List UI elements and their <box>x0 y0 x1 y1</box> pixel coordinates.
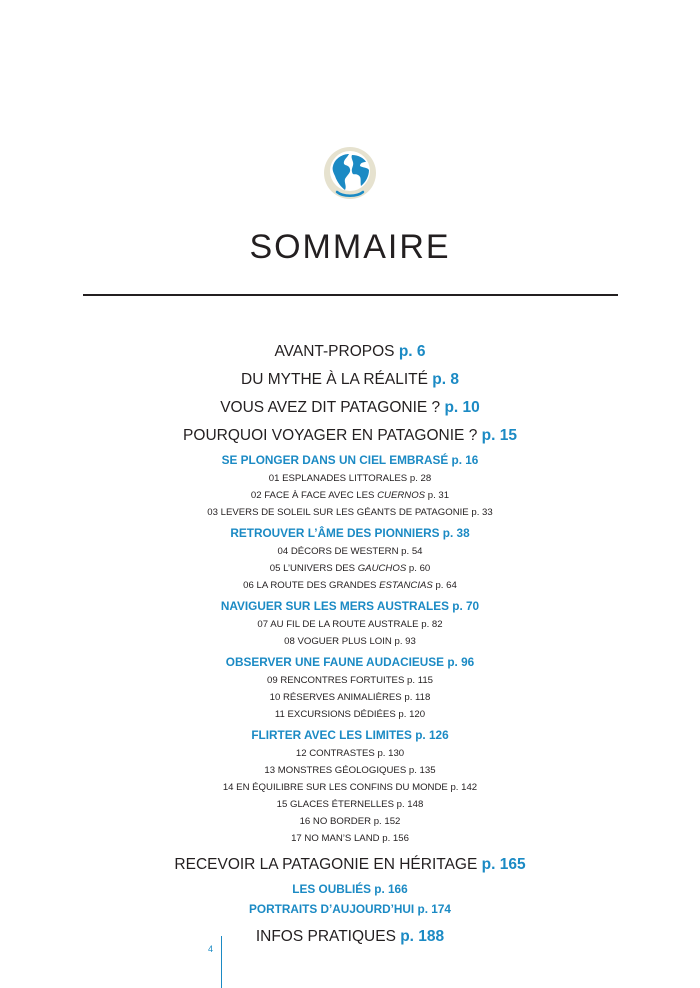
toc-chapter <box>0 879 700 899</box>
toc-entry-label: 11 EXCURSIONS DÉDIÉES <box>274 709 396 720</box>
toc-entry-label: 06 LA ROUTE DES GRANDES <box>243 580 380 591</box>
toc-page-ref: p. 15 <box>481 427 517 444</box>
toc-page-ref: p. 148 <box>396 799 424 810</box>
toc-page-ref: p. 31 <box>427 490 450 501</box>
toc-page-ref: p. 60 <box>408 563 431 574</box>
toc-page-ref: p. 126 <box>415 728 449 742</box>
page-number: 4 <box>208 944 214 954</box>
toc-chapter <box>0 523 700 543</box>
toc-entry-italic: CUERNOS <box>377 490 426 501</box>
toc-entry <box>0 543 700 560</box>
toc-entry-label: 08 VOGUER PLUS LOIN <box>284 636 392 647</box>
toc-page-ref: p. 142 <box>450 782 478 793</box>
toc-page-ref: p. 33 <box>471 507 493 518</box>
toc-chapter <box>0 725 700 745</box>
toc-label: LES OUBLIÉS <box>292 882 371 896</box>
toc-entry-label: 09 RENCONTRES FORTUITES <box>267 675 405 686</box>
toc-page-ref: p. 156 <box>382 833 409 844</box>
toc-page-ref: p. 152 <box>373 816 401 827</box>
toc-entry <box>0 487 700 504</box>
toc-section <box>0 338 700 366</box>
toc-entry-label: 10 RÉSERVES ANIMALIÈRES <box>269 692 402 703</box>
toc-entry-label: 14 EN ÉQUILIBRE SUR LES CONFINS DU MONDE <box>222 782 448 793</box>
toc-section <box>0 422 700 450</box>
toc-page-ref: p. 130 <box>377 748 405 759</box>
toc-entry <box>0 689 700 706</box>
toc-page-ref: p. 93 <box>394 636 416 647</box>
toc-entry-label: 04 DÉCORS DE WESTERN <box>277 546 399 557</box>
toc-entry <box>0 796 700 813</box>
toc-entry <box>0 745 700 762</box>
toc-page-ref: p. 118 <box>404 692 431 703</box>
toc-label: RECEVOIR LA PATAGONIE EN HÉRITAGE <box>174 856 478 873</box>
toc-entry-label: 05 L’UNIVERS DES <box>269 563 358 574</box>
toc-entry <box>0 830 700 847</box>
toc-entry <box>0 813 700 830</box>
toc-entry <box>0 706 700 723</box>
toc-label: OBSERVER UNE FAUNE AUDACIEUSE <box>225 655 445 669</box>
toc-entry-label: 07 AU FIL DE LA ROUTE AUSTRALE <box>257 619 419 630</box>
toc-page-ref: p. 70 <box>452 599 480 613</box>
toc-label: VOUS AVEZ DIT PATAGONIE ? <box>220 399 441 416</box>
table-of-contents <box>0 338 700 951</box>
toc-label: PORTRAITS D’AUJOURD’HUI <box>249 902 415 916</box>
toc-page-ref: p. 96 <box>447 655 475 669</box>
toc-entry-label: 03 LEVERS DE SOLEIL SUR LES GÉANTS DE PATAGONIE <box>207 507 469 518</box>
toc-entry <box>0 616 700 633</box>
toc-page-ref: p. 165 <box>481 856 526 873</box>
toc-label: NAVIGUER SUR LES MERS AUSTRALES <box>220 599 449 613</box>
toc-label: FLIRTER AVEC LES LIMITES <box>251 728 412 742</box>
toc-entry-label: 13 MONSTRES GÉOLOGIQUES <box>264 765 407 776</box>
toc-label: RETROUVER L’ÂME DES PIONNIERS <box>230 526 440 540</box>
toc-section <box>0 923 700 951</box>
title-divider <box>83 294 618 296</box>
toc-entry-label: 01 ESPLANADES LITTORALES <box>268 473 408 484</box>
toc-entry-italic: GAUCHOS <box>357 563 407 574</box>
toc-page-ref: p. 6 <box>398 343 426 360</box>
toc-page-ref: p. 82 <box>421 619 443 630</box>
toc-entry-label: 02 FACE À FACE AVEC LES <box>250 490 378 501</box>
toc-page-ref: p. 38 <box>442 526 470 540</box>
toc-entry <box>0 504 700 521</box>
toc-label: DU MYTHE À LA RÉALITÉ <box>241 371 428 388</box>
globe-icon <box>323 146 377 200</box>
toc-entry <box>0 672 700 689</box>
toc-page-ref: p. 64 <box>435 580 457 591</box>
toc-chapter <box>0 596 700 616</box>
toc-section <box>0 851 700 879</box>
toc-entry-label: 17 NO MAN’S LAND <box>291 833 380 844</box>
toc-label: POURQUOI VOYAGER EN PATAGONIE ? <box>183 427 478 444</box>
toc-entry <box>0 577 700 594</box>
toc-label: SE PLONGER DANS UN CIEL EMBRASÉ <box>221 453 449 467</box>
toc-page-ref: p. 8 <box>432 371 459 388</box>
toc-label: INFOS PRATIQUES <box>255 928 396 945</box>
toc-page-ref: p. 115 <box>407 675 433 686</box>
toc-page-ref: p. 120 <box>398 709 426 720</box>
toc-entry <box>0 633 700 650</box>
toc-chapter <box>0 652 700 672</box>
folio-rule <box>221 936 222 988</box>
toc-entry <box>0 560 700 577</box>
toc-page-ref: p. 54 <box>401 546 423 557</box>
toc-page-ref: p. 16 <box>451 453 479 467</box>
toc-entry-italic: ESTANCIAS <box>379 580 433 591</box>
toc-page-ref: p. 188 <box>400 928 445 945</box>
toc-page-ref: p. 28 <box>409 473 432 484</box>
toc-section <box>0 394 700 422</box>
toc-chapter <box>0 450 700 470</box>
toc-page-ref: p. 174 <box>417 902 451 916</box>
toc-page-ref: p. 166 <box>374 882 408 896</box>
toc-entry <box>0 779 700 796</box>
toc-page-ref: p. 10 <box>444 399 480 416</box>
toc-page-ref: p. 135 <box>408 765 436 776</box>
toc-entry <box>0 470 700 487</box>
toc-entry-label: 12 CONTRASTES <box>295 748 375 759</box>
toc-entry-label: 15 GLACES ÉTERNELLES <box>276 799 394 810</box>
toc-chapter <box>0 899 700 919</box>
toc-entry-label: 16 NO BORDER <box>299 816 372 827</box>
toc-entry <box>0 762 700 779</box>
toc-section <box>0 366 700 394</box>
toc-label: AVANT-PROPOS <box>274 343 395 360</box>
page-title: SOMMAIRE <box>249 228 451 266</box>
